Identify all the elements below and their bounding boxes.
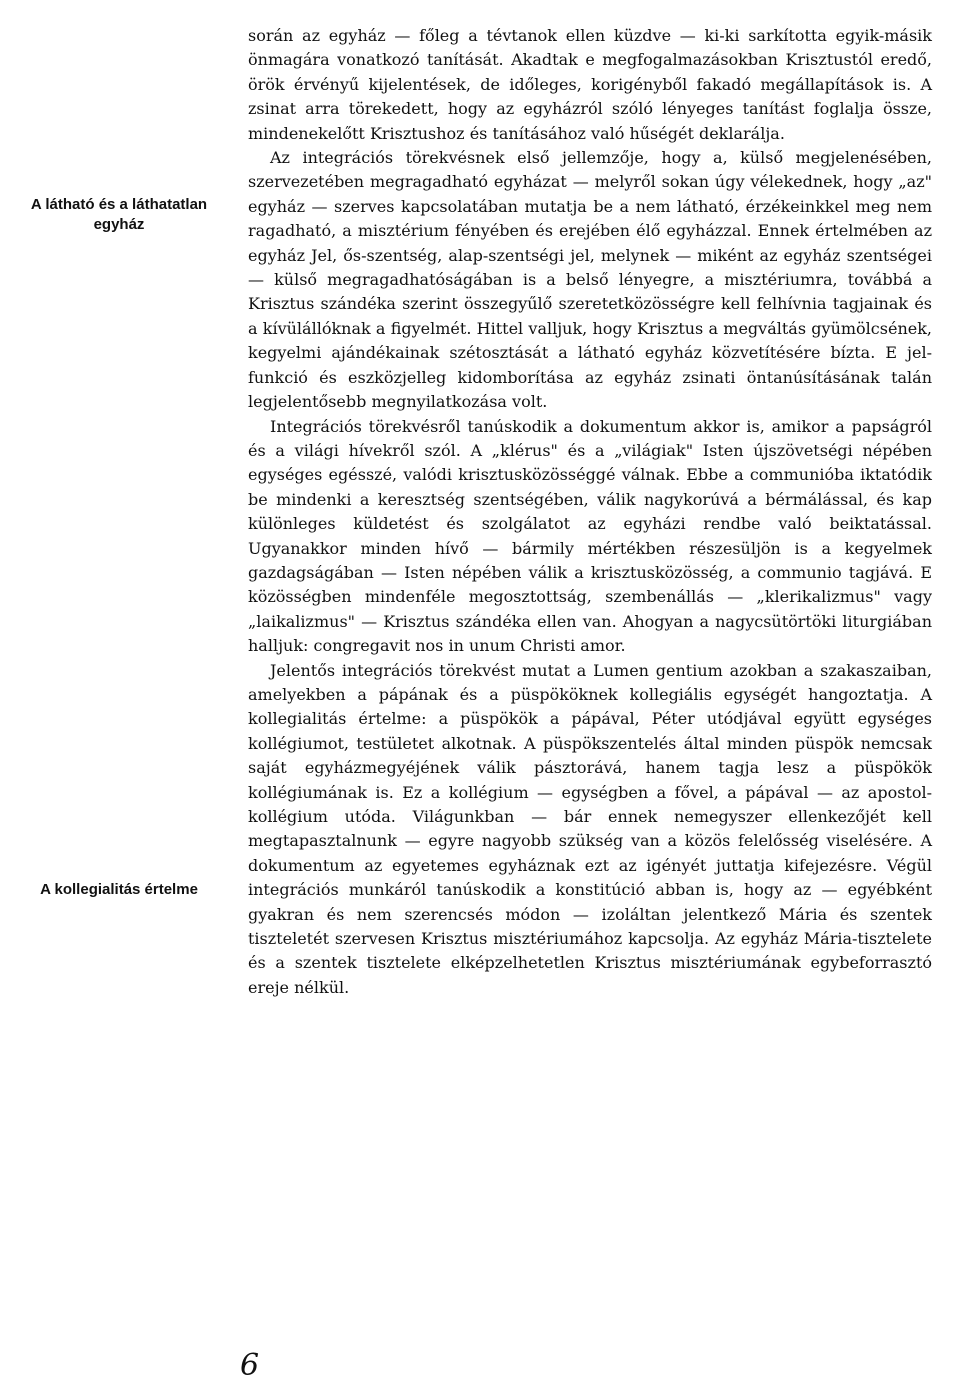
paragraph-2: Az integrációs törekvésnek első jellemzője, hogy a, külső megjelenésében, szervezetében megragadható egyházat — melyről sokan úgy vélekednek, hogy „az" egyház — szerves kapcsolatában mutatja be a nem látható, érzékeinkkel meg nem ragadható, a misztérium fényében és erejében élő egyházzal. Ennek értelmében az egyház Jel, ős-szentség, alap-szentségi jel, melynek — miként az egyház szentségei — külső megragadhatóságában is a belső lényegre, a misztériumra, továbbá a Krisztus szándéka szerint összegyűlő szeretetközösségre kell felhívnia tagjainak és a kívülállóknak a figyelmét. Hittel valljuk, hogy Krisztus a megváltás gyümölcsének, kegyelmi ajándékainak szétosztását a látható egyház közvetítésére bízta. E jel-funkció és eszközjelleg kidomborítása az egyház zsinati öntanúsításának talán legjelentősebb megnyilatkozása volt. [248,148,932,412]
margin-note-collegiality: A kollegialitás értelme [40,881,198,898]
body-text [248,24,932,1000]
paragraph-1: során az egyház — főleg a tévtanok ellen küzdve — ki-ki sarkította egyik-másik önmagára vonatkozó tanítását. Akadtak e megfogalmazásokban Krisztustól eredő, örök érvényű kijelentések, de időleges, korigényből fakadó megállapítások is. A zsinat arra törekedett, hogy az egyházról szóló lényeges tanítást foglalja össze, mindenekelőtt Krisztushoz és tanításához való hűségét deklarálja. [248,26,932,143]
paragraph-3: Integrációs törekvésről tanúskodik a dokumentum akkor is, amikor a papságról és a világi hívekről szól. A „klérus" és a „világiak" Isten újszövetségi népében egységes egésszé, valódi krisztusközösséggé válnak. Ebbe a communióba iktatódik be mindenki a keresztség szentségében, válik nagykorúvá a bérmálással, és kap különleges küldetést és szolgálatot az egyházi rendbe való beiktatással. Ugyanakkor minden hívő — bármily mértékben részesüljön is a kegyelmek gazdagságában — Isten népében válik a krisztusközösség, a communio tagjává. E közösségben mindenféle megosztottság, szembenállás — „klerikalizmus" vagy „laikalizmus" — Krisztus szándéka ellen van. Ahogyan a nagycsütörtöki liturgiában halljuk: congregavit nos in unum Christi amor. [248,416,932,656]
margin-note-visible-invisible-church: A látható és a láthatatlan egyház [30,196,208,233]
page-number: 6 [240,1348,260,1383]
paragraph-4: Jelentős integrációs törekvést mutat a Lumen gentium azokban a szakaszaiban, amelyekben a pápának és a püspököknek kollegiális egységét hangoztatja. A kollegialitás értelme: a püspökök a pápával, Péter utódjával együtt egységes kollégiumot, testületet alkotnak. A püspökszentelés által minden püspök nemcsak saját egyházmegyéjének válik pásztorává, hanem tagja lesz a püspökök kollégiumának is. Ez a kollégium — egységben a fővel, a pápával — az apostol-kollégium utóda. Világunkban — bár ennek nemegyszer ellenkezőjét kell megtapasztalnunk — egyre nagyobb szükség van a közös felelősség viselésére. A dokumentum az egyetemes egyháznak ezt az igényét juttatja kifejezésre. Végül integrációs munkáról tanúskodik a konstitúció abban is, hogy az — egyébként gyakran és nem szerencsés módon — izoláltan jelentkező Mária és szentek tiszteletét szervesen Krisztus misztériumához kapcsolja. Az egyház Mária-tisztelete és a szentek tisztelete elképzelhetetlen Krisztus misztériumának egybeforrasztó ereje nélkül. [248,660,932,997]
